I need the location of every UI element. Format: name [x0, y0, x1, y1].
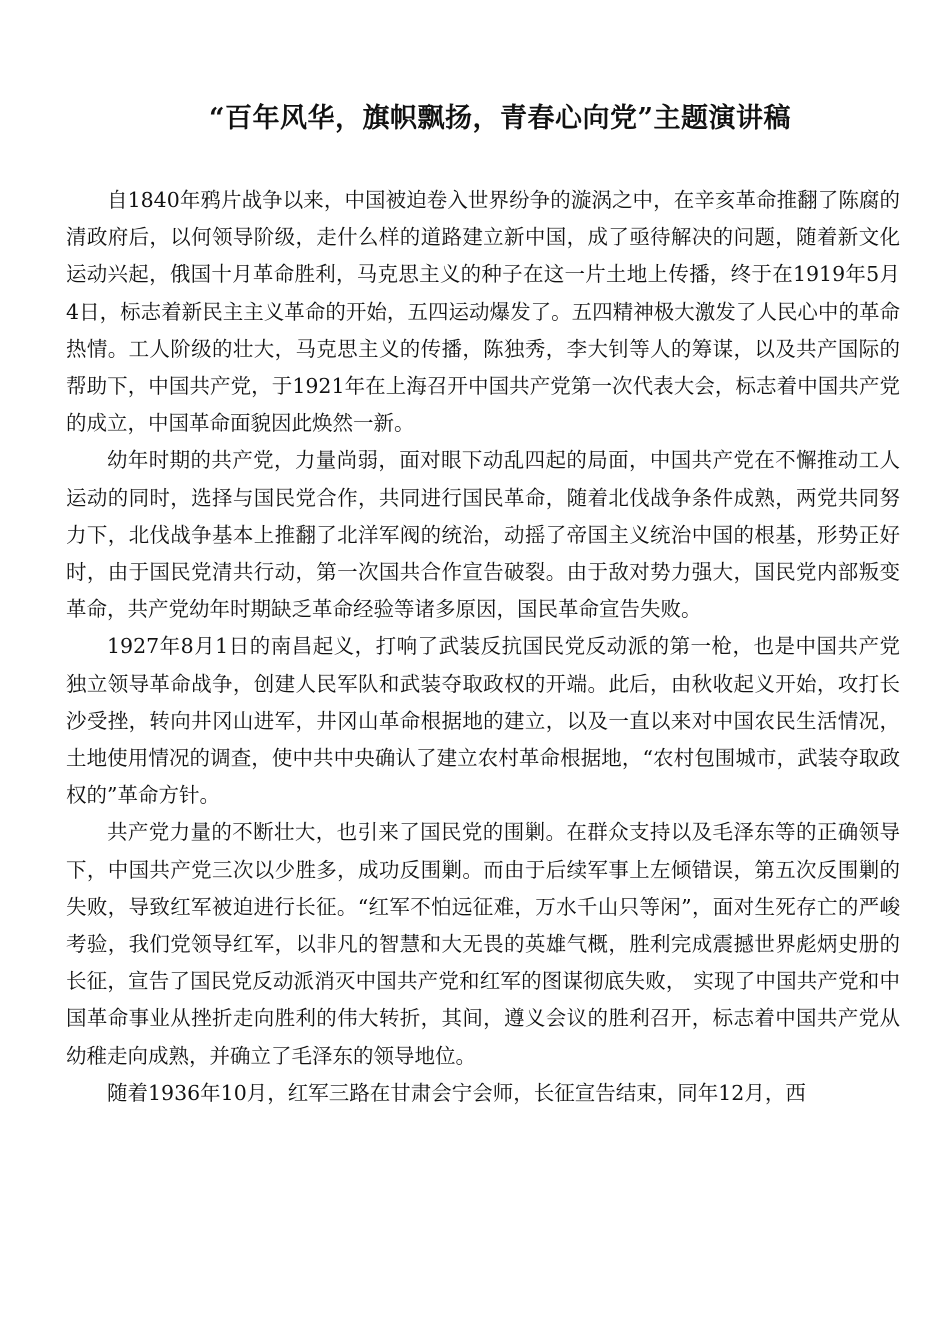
paragraph: 随着1936年10月，红军三路在甘肃会宁会师，长征宣告结束，同年12月，西	[107, 1080, 806, 1105]
paragraph: 1927年8月1日的南昌起义，打响了武装反抗国民党反动派的第一枪，也是中国共产党独立领导革命战争，创建人民军队和武装夺取政权的开端。此后，由秋收起义开始，攻打长沙受挫，转向井冈山进军，井冈山革命根据地的建立，以及一直以来对中国农民生活情况，土地使用情况的调查，使中共中央确认了建立农村革命根据地，“农村包围城市，武装夺取政权的”革命方针。	[66, 634, 900, 808]
paragraph: 幼年时期的共产党，力量尚弱，面对眼下动乱四起的局面，中国共产党在不懈推动工人运动的同时，选择与国民党合作，共同进行国民革命，随着北伐战争条件成熟，两党共同努力下，北伐战争基本上推翻了北洋军阀的统治，动摇了帝国主义统治中国的根基，形势正好时，由于国民党清共行动，第一次国共合作宣告破裂。由于敌对势力强大，国民党内部叛变革命，共产党幼年时期缺乏革命经验等诸多原因，国民革命宣告失败。	[66, 448, 900, 622]
document-title: “百年风华，旗帜飘扬，青春心向党”主题演讲稿	[208, 103, 792, 134]
paragraph: 共产党力量的不断壮大，也引来了国民党的围剿。在群众支持以及毛泽东等的正确领导下，中国共产党三次以少胜多，成功反围剿。而由于后续军事上左倾错误，第五次反围剿的失败，导致红军被迫进行长征。“红军不怕远征难，万水千山只等闲”，面对生死存亡的严峻考验，我们党领导红军，以非凡的智慧和大无畏的英雄气概，胜利完成震撼世界彪炳史册的长征，宣告了国民党反动派消灭中国共产党和红军的图谋彻底失败， 实现了中国共产党和中国革命事业从挫折走向胜利的伟大转折，其间，遵义会议的胜利召开，标志着中国共产党从幼稚走向成熟，并确立了毛泽东的领导地位。	[66, 820, 900, 1068]
document-body	[66, 182, 900, 1112]
paragraph: 自1840年鸦片战争以来，中国被迫卷入世界纷争的漩涡之中，在辛亥革命推翻了陈腐的清政府后，以何领导阶级，走什么样的道路建立新中国，成了亟待解决的问题，随着新文化运动兴起，俄国十月革命胜利，马克思主义的种子在这一片土地上传播，终于在1919年5月4日，标志着新民主主义革命的开始，五四运动爆发了。五四精神极大激发了人民心中的革命热情。工人阶级的壮大，马克思主义的传播，陈独秀，李大钊等人的筹谋，以及共产国际的帮助下，中国共产党，于1921年在上海召开中国共产党第一次代表大会，标志着中国共产党的成立，中国革命面貌因此焕然一新。	[66, 188, 900, 436]
